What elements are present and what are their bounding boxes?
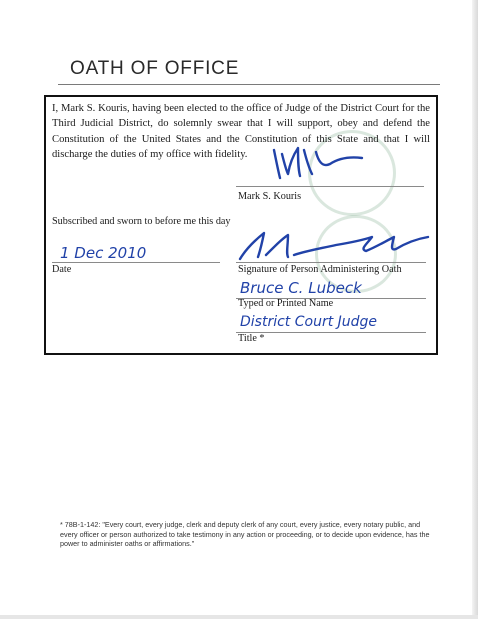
- typed-name-handwritten: Bruce C. Lubeck: [240, 279, 362, 297]
- title-handwritten: District Court Judge: [240, 314, 378, 330]
- footnote: * 78B-1-142: "Every court, every judge, clerk and deputy clerk of any court, every justice, every notary public, and every officer or person authorized to take testimony in any action or proceeding, or to decide upon evidence, has the power to administer oaths or affirmations.": [60, 520, 430, 549]
- subscribed-text: Subscribed and sworn to before me this day: [52, 216, 231, 227]
- affiant-signature: [270, 140, 390, 185]
- administrator-signature: [236, 225, 436, 265]
- administrator-signature-line: [236, 262, 426, 263]
- title-label: Title *: [238, 333, 265, 344]
- oath-text: I, Mark S. Kouris, having been elected to the office of Judge of the District Court for the Third Judicial District, do solemnly swear that I will support, obey and defend the Constitution of the United States and the Constitution of this State and that I will discharge the duties of my office with fidelity.: [52, 103, 430, 160]
- date-line: [52, 262, 220, 263]
- title-divider: [58, 84, 440, 85]
- date-handwritten: 1 Dec 2010: [60, 244, 147, 262]
- page-edge: [472, 0, 478, 619]
- date-label: Date: [52, 264, 72, 275]
- affiant-name: Mark S. Kouris: [238, 191, 302, 202]
- document-title: OATH OF OFFICE: [70, 58, 240, 79]
- typed-name-label: Typed or Printed Name: [238, 298, 334, 309]
- administrator-signature-label: Signature of Person Administering Oath: [238, 264, 402, 275]
- page-edge-bottom: [0, 615, 478, 619]
- affiant-signature-line: [236, 186, 424, 187]
